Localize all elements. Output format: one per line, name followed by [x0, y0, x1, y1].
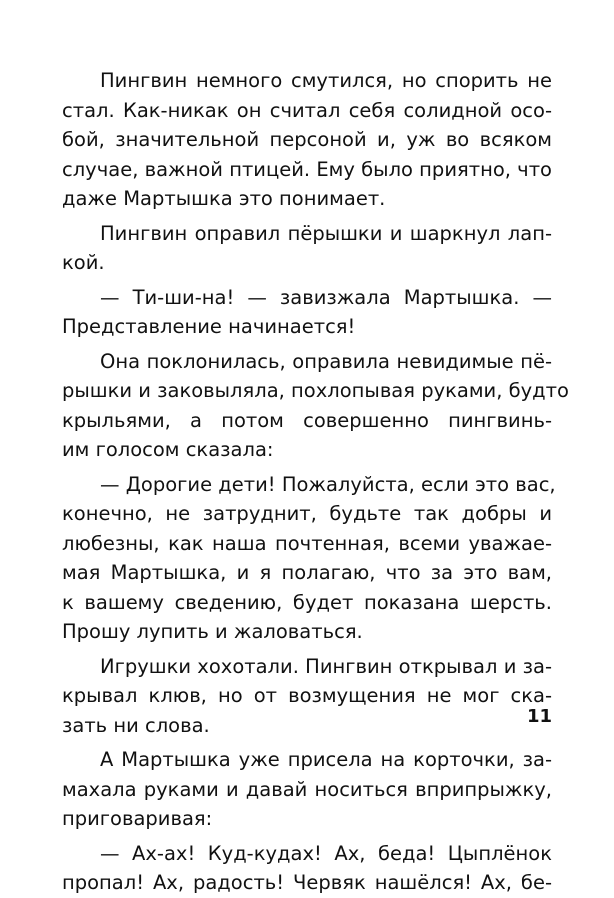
text-line: кой. — [62, 251, 105, 274]
text-line: к вашему сведению, будет показана шерсть. — [62, 590, 552, 614]
text-line: стал. Как-никак он считал себя солидной осо- — [62, 98, 552, 122]
text-line: приговаривая: — [62, 807, 213, 830]
text-line: Игрушки хохотали. Пингвин открывал и за- — [100, 654, 552, 678]
paragraph — [62, 219, 552, 278]
paragraph — [62, 283, 552, 342]
text-line: — Ти-ши-на! — завизжала Мартышка. — — [100, 285, 552, 309]
paragraph — [62, 66, 552, 214]
paragraph — [62, 347, 569, 465]
text-line: — Дорогие дети! Пожалуйста, если это вас, — [100, 472, 556, 496]
text-line: махала руками и давай носиться вприпрыжку, — [62, 777, 552, 801]
text-line: даже Мартышка это понимает. — [62, 187, 386, 210]
text-line: Пингвин немного смутился, но спорить не — [100, 69, 552, 92]
text-line: любезны, как наша почтенная, всеми уважае- — [62, 531, 552, 555]
text-line: Она поклонилась, оправила невидимые пё- — [100, 349, 552, 373]
text-line: крыльями, а потом совершенно пингвинь- — [62, 408, 552, 432]
text-line: конечно, не затруднит, будьте так добры и — [62, 502, 552, 525]
body-text — [62, 66, 569, 898]
page-number: 11 — [526, 706, 552, 727]
text-line: А Мартышка уже присела на корточки, за- — [100, 748, 552, 771]
text-line: зать ни слова. — [62, 713, 210, 737]
text-line: случае, важной птицей. Ему было приятно, что — [62, 157, 552, 181]
text-line: мая Мартышка, и я полагаю, что за это вам, — [62, 561, 552, 584]
paragraph — [62, 652, 552, 741]
paragraph — [62, 839, 552, 898]
paragraph — [62, 470, 556, 647]
text-line: Пингвин оправил пёрышки и шаркнул лап- — [100, 221, 552, 245]
text-line: им голосом сказала: — [62, 438, 274, 461]
text-line: бой, значительной персоной и, уж во всяком — [62, 128, 552, 151]
text-line: пропал! Ах, радость! Червяк нашёлся! Ах, бе- — [62, 871, 552, 894]
paragraph — [62, 745, 552, 834]
text-line: крывал клюв, но от возмущения не мог ска- — [62, 684, 552, 707]
text-line: — Ах-ах! Куд-кудах! Ах, беда! Цыплёнок — [100, 841, 552, 865]
text-line: рышки и заковыляла, похлопывая руками, будто — [62, 379, 569, 402]
text-line: Представление начинается! — [62, 315, 356, 338]
text-line: Прошу лупить и жаловаться. — [62, 620, 363, 643]
